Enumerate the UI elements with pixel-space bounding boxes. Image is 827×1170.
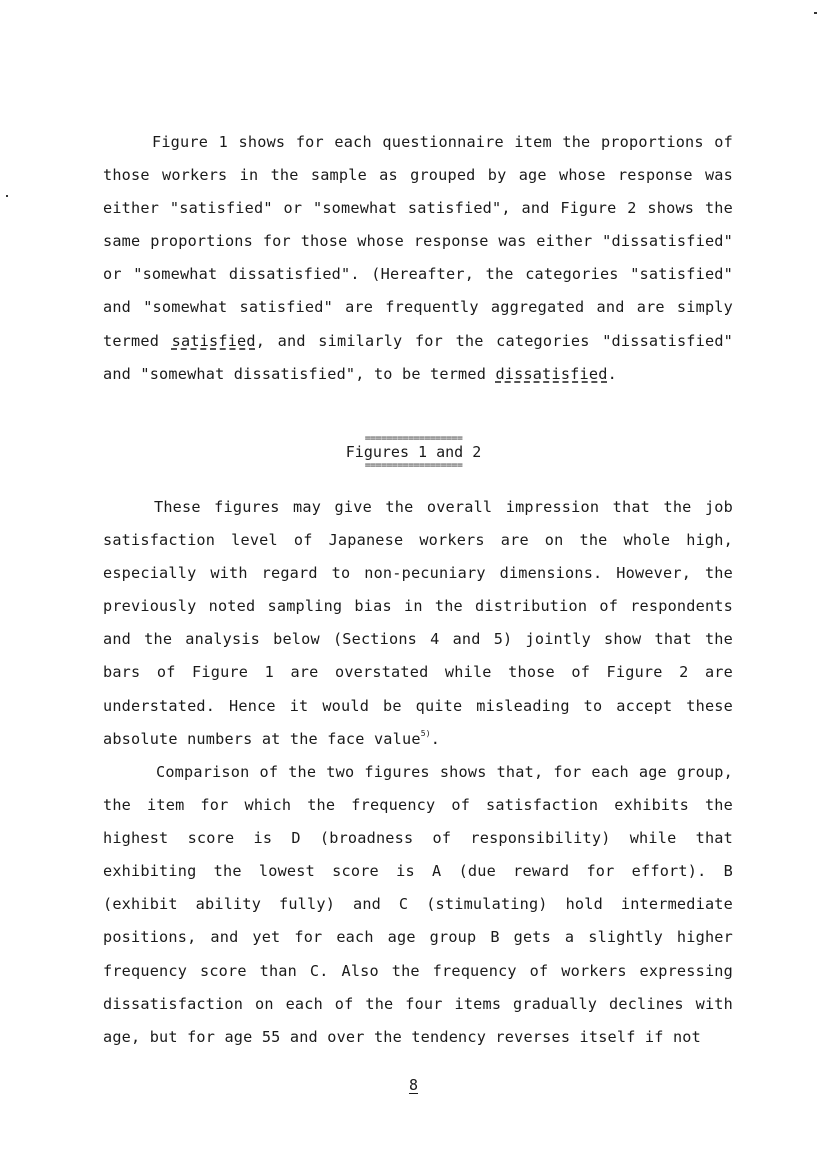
scan-speck (814, 12, 817, 14)
term-satisfied: satisfied (171, 331, 256, 350)
paragraph-2-end: . (430, 729, 441, 748)
paragraph-3-text: Comparison of the two figures shows that, for each age group, the item for which the frequency of satisfaction exhibits the highest score is D (broadness of responsibility) while that exhibiting the lowest score is A (due reward for effort). B (exhibit ability fully) and C (stimulating) hold intermediate positions, and yet for each age group B gets a slightly higher frequency score than C. Also the frequency of workers expressing dissatisfaction on each of the four items gradually declines with age, but for age 55 and over the tendency reverses itself if not (103, 763, 733, 1046)
figure-placeholder-label: Figures 1 and 2 (345, 443, 482, 461)
term-dissatisfied: dissatisfied (495, 364, 608, 383)
paragraph-1-text: Figure 1 shows for each questionnaire item the proportions of those workers in the sample as grouped by age whose response was either "satisfied" or "somewhat satisfied", and Figure 2 shows the same proportions for those whose response was either "dissatisfied" or "somewhat dissatisfied". (Hereafter, the categories "satisfied" and "somewhat satisfied" are frequently aggregated and are simply termed (103, 133, 733, 350)
paragraph-1-text-cont: , and similarly for the categories "dissatisfied" and "somewhat dissatisfied", to be termed (103, 331, 734, 383)
paragraph-2 (103, 491, 733, 756)
paragraph-1-end: . (607, 364, 617, 383)
scan-speck (6, 195, 8, 197)
placeholder-rule-top: ================== (364, 433, 463, 444)
paragraph-2-text: These figures may give the overall impression that the job satisfaction level of Japanese workers are on the whole high, especially with regard to non-pecuniary dimensions. However, the previously noted sampling bias in the distribution of respondents and the analysis below (Sections 4 and 5) jointly show that the bars of Figure 1 are overstated while those of Figure 2 are understated. Hence it would be quite misleading to accept these absolute numbers at the face value (103, 498, 733, 748)
placeholder-rule-bottom: ================== (364, 460, 463, 471)
page-number: 8 (408, 1076, 419, 1094)
paragraph-3 (103, 756, 733, 1054)
paragraph-1 (103, 126, 733, 391)
footnote-mark: 5) (420, 728, 431, 738)
figure-placeholder (0, 434, 827, 471)
